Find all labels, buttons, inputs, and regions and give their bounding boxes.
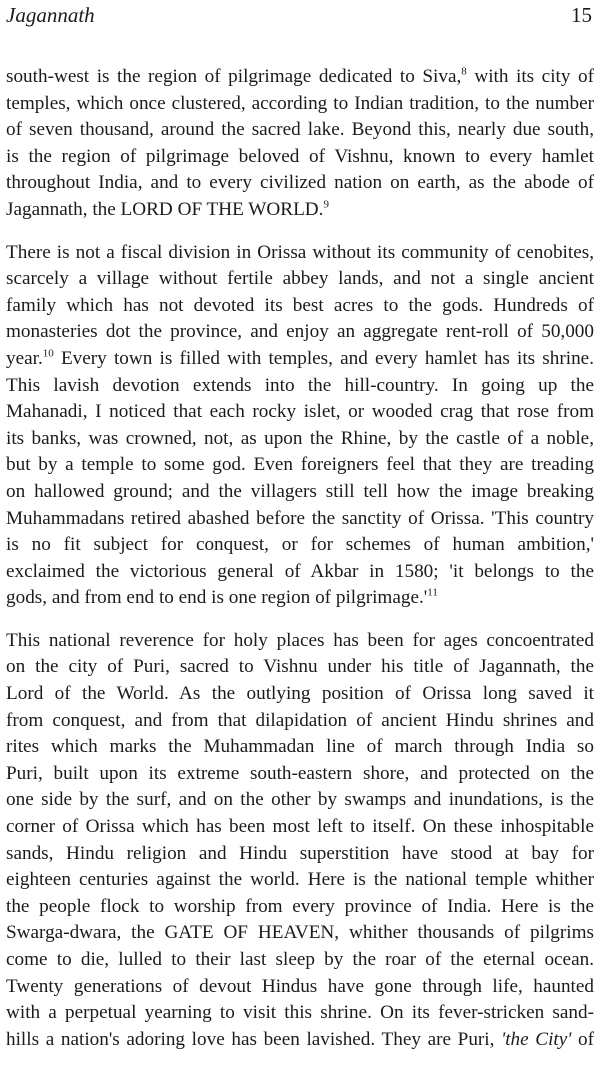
- line-text: of: [571, 1028, 594, 1050]
- text-line: [6, 117, 594, 144]
- line-text: gods, and from end to end is one region of pilgrimage.': [6, 587, 428, 609]
- text-line: [6, 841, 594, 868]
- footnote-marker[interactable]: 8: [461, 65, 467, 78]
- text-line: [6, 585, 594, 612]
- text-line: [6, 426, 594, 453]
- line-text: Every town is filled with temples, and every hamlet has its shrine.: [53, 347, 594, 369]
- italic-text: 'the City': [501, 1028, 572, 1050]
- line-text: corner of Orissa which has been most left to itself. On these inhospitable: [6, 816, 594, 838]
- line-text: with its city of: [466, 66, 594, 87]
- line-text: sands, Hindu religion and Hindu superstition have stood at bay for: [6, 842, 594, 864]
- page-header: [6, 2, 594, 30]
- text-line: [6, 974, 594, 1001]
- line-text: Puri, built upon its extreme south-eastern shore, and protected on the: [6, 762, 594, 784]
- text-line: [6, 708, 594, 735]
- text-line: [6, 867, 594, 894]
- text-line: [6, 654, 594, 681]
- text-line: [6, 761, 594, 788]
- line-text: with a perpetual yearning to visit this shrine. On its fever-stricken sand-: [6, 1002, 594, 1024]
- text-line: [6, 787, 594, 814]
- line-text: from conquest, and from that dilapidation of ancient Hindu shrines and: [6, 709, 594, 731]
- text-line: [6, 319, 594, 346]
- text-line: [6, 452, 594, 479]
- line-text: Jagannath, the LORD OF THE WORLD.: [6, 198, 324, 220]
- line-text: There is not a fiscal division in Orissa without its community of cenobites,: [6, 241, 594, 263]
- footnote-marker[interactable]: 10: [42, 347, 54, 360]
- text-line: [6, 734, 594, 761]
- line-text: of seven thousand, around the sacred lake. Beyond this, nearly due south,: [6, 119, 594, 141]
- text-line: [6, 170, 594, 197]
- line-text: Swarga-dwara, the GATE OF HEAVEN, whither thousands of pilgrims: [6, 922, 594, 944]
- line-text: family which has not devoted its best acres to the gods. Hundreds of: [6, 294, 594, 316]
- line-text: its banks, was crowned, not, as upon the Rhine, by the castle of a noble,: [6, 427, 594, 449]
- footnote-marker[interactable]: 9: [323, 198, 329, 211]
- line-text: hills a nation's adoring love has been lavished. They are Puri,: [6, 1028, 502, 1050]
- text-line: [6, 266, 594, 293]
- text-line: [6, 479, 594, 506]
- line-text: temples, which once clustered, according to Indian tradition, to the number: [6, 92, 594, 114]
- text-line: [6, 144, 594, 171]
- line-text: eighteen centuries against the world. Here is the national temple whither: [6, 869, 594, 891]
- line-text: south-west is the region of pilgrimage dedicated to Siva,: [6, 66, 462, 87]
- paragraph: [6, 240, 594, 612]
- text-line: [6, 681, 594, 708]
- text-line: [6, 947, 594, 974]
- line-text: This lavish devotion extends into the hill-country. In going up the: [6, 374, 594, 396]
- paragraph: [6, 64, 594, 224]
- text-line: [6, 399, 594, 426]
- running-head: Jagannath: [6, 3, 95, 27]
- line-text: exclaimed the victorious general of Akbar in 1580; 'it belongs to the: [6, 560, 594, 582]
- text-line: [6, 1000, 594, 1027]
- line-text: Lord of the World. As the outlying position of Orissa long saved it: [6, 683, 594, 705]
- text-line: [6, 346, 594, 373]
- line-text: is no fit subject for conquest, or for schemes of human ambition,': [6, 534, 594, 556]
- line-text: Muhammadans retired abashed before the sanctity of Orissa. 'This country: [6, 507, 594, 529]
- line-text: come to die, lulled to their last sleep by the roar of the eternal ocean.: [6, 949, 594, 970]
- text-line: [6, 506, 594, 533]
- page-number: 15: [571, 3, 592, 27]
- text-line: [6, 920, 594, 947]
- line-text: Mahanadi, I noticed that each rocky islet, or wooded crag that rose from: [6, 401, 594, 423]
- text-line: [6, 64, 594, 91]
- line-text: on the city of Puri, sacred to Vishnu under his title of Jagannath, the: [6, 656, 594, 678]
- line-text: but by a temple to some god. Even foreigners feel that they are treading: [6, 454, 594, 476]
- line-text: throughout India, and to every civilized nation on earth, as the abode of: [6, 172, 594, 194]
- text-line: [6, 814, 594, 841]
- line-text: This national reverence for holy places has been for ages concoentrated: [6, 629, 594, 651]
- line-text: monasteries dot the province, and enjoy an aggregate rent-roll of 50,000: [6, 321, 594, 343]
- text-line: [6, 628, 594, 655]
- paragraph: [6, 628, 594, 1054]
- text-line: [6, 1027, 594, 1054]
- line-text: scarcely a village without fertile abbey lands, and not a single ancient: [6, 268, 594, 290]
- line-text: is the region of pilgrimage beloved of Vishnu, known to every hamlet: [6, 145, 594, 167]
- line-text: the people flock to worship from every province of India. Here is the: [6, 895, 594, 917]
- line-text: one side by the surf, and on the other by swamps and inundations, is the: [6, 789, 594, 811]
- text-line: [6, 559, 594, 586]
- line-text: rites which marks the Muhammadan line of march through India so: [6, 736, 594, 758]
- body-text: [6, 64, 594, 1069]
- line-text: Twenty generations of devout Hindus have gone through life, haunted: [6, 975, 594, 997]
- text-line: [6, 240, 594, 267]
- footnote-marker[interactable]: 11: [427, 586, 438, 599]
- text-line: [6, 532, 594, 559]
- line-text: on hallowed ground; and the villagers still tell how the image breaking: [6, 480, 594, 502]
- text-line: [6, 197, 594, 224]
- text-line: [6, 894, 594, 921]
- text-line: [6, 373, 594, 400]
- text-line: [6, 293, 594, 320]
- line-text: year.: [6, 347, 43, 369]
- text-line: [6, 91, 594, 118]
